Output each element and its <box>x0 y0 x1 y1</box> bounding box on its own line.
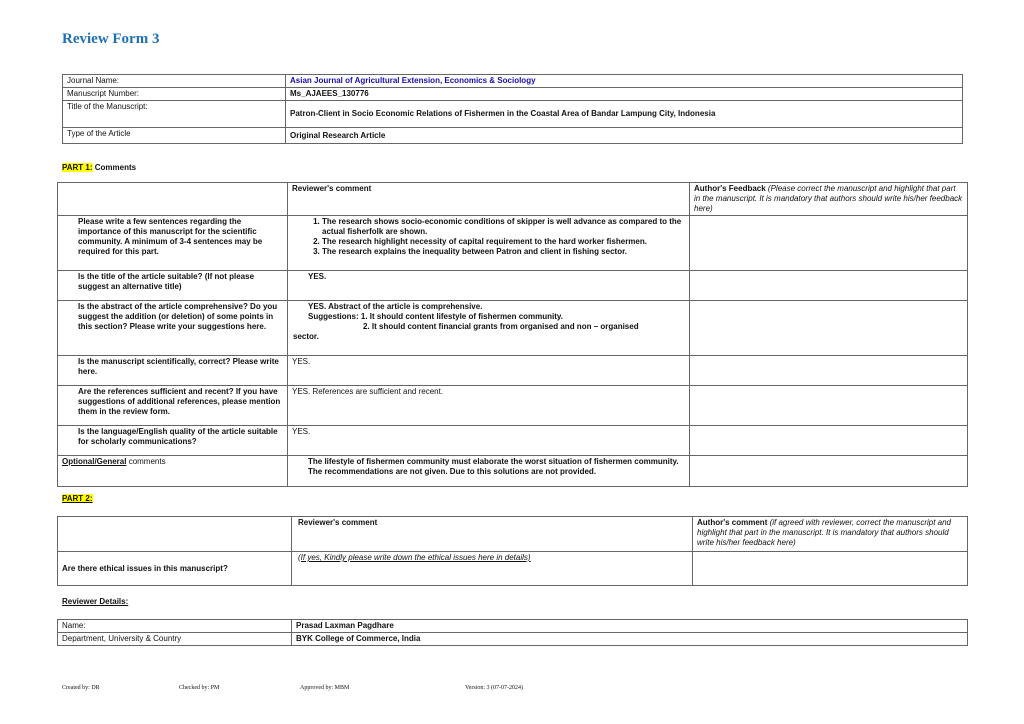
part1-table <box>57 182 968 487</box>
msno-label: Manuscript Number: <box>63 88 286 101</box>
title-value: Patron-Client in Socio Economic Relations of Fishermen in the Coastal Area of Bandar Lampung City, Indonesia <box>286 101 963 128</box>
reviewer-details-heading: Reviewer Details: <box>62 597 129 606</box>
part1-heading <box>62 163 136 172</box>
type-value: Original Research Article <box>286 128 963 144</box>
author-feedback-cell[interactable] <box>690 271 968 301</box>
part2-heading <box>62 494 93 503</box>
answer-line: Suggestions: 1. It should content lifestyle of fishermen community. <box>308 312 563 321</box>
answer: YES. <box>288 271 690 301</box>
footer-created: Created by: DR <box>62 685 100 691</box>
journal-label: Journal Name: <box>63 75 286 88</box>
author-comment-note: (if agreed with reviewer, correct the manuscript and highlight that part in the manuscript. It is mandatory that authors should write his/her feedback here) <box>697 518 951 547</box>
footer-approved: Approved by: MBM <box>300 685 350 691</box>
author-feedback-cell[interactable] <box>690 301 968 356</box>
reviewer-details-table <box>57 619 968 646</box>
optional-suffix: comments <box>126 457 166 466</box>
name-label: Name: <box>58 620 292 633</box>
answer: YES. References are sufficient and recent. <box>288 386 690 426</box>
footer-version: Version: 3 (07-07-2024) <box>465 685 523 691</box>
question: Are the references sufficient and recent? If you have suggestions of additional references, please mention them in the review form. <box>58 386 288 426</box>
ethical-question: Are there ethical issues in this manuscript? <box>58 552 292 586</box>
author-comment-header: Author's comment <box>697 518 768 527</box>
author-feedback-cell[interactable] <box>690 456 968 487</box>
dept-label: Department, University & Country <box>58 633 292 646</box>
ethical-hint: (If yes, Kindly please write down the ethical issues here in details) <box>298 553 531 562</box>
part1-suffix: Comments <box>92 163 137 172</box>
comment-list <box>292 217 685 257</box>
reviewer-comment-header: Reviewer's comment <box>292 517 693 552</box>
author-feedback-note: (Please correct the manuscript and highlight that part in the manuscript. It is mandatory that authors should write his/her feedback here) <box>694 184 963 213</box>
manuscript-info-table <box>62 74 963 144</box>
list-item: 2. The research highlight necessity of capital requirement to the hard worker fishermen. <box>322 237 685 247</box>
answer: YES. <box>288 356 690 386</box>
author-feedback-cell[interactable] <box>690 216 968 271</box>
question: Is the manuscript scientifically, correct? Please write here. <box>58 356 288 386</box>
msno-value: Ms_AJAEES_130776 <box>286 88 963 101</box>
author-feedback-cell[interactable] <box>690 356 968 386</box>
author-feedback-cell[interactable] <box>690 386 968 426</box>
question: Is the abstract of the article comprehensive? Do you suggest the addition (or deletion) of some points in this section? Please write your suggestions here. <box>58 301 288 356</box>
part1-label: PART 1: <box>62 163 93 172</box>
answer: YES. <box>288 426 690 456</box>
list-item: 3. The research explains the inequality between Patron and client in fishing sector. <box>322 247 685 257</box>
answer-line: YES. Abstract of the article is comprehensive. <box>308 302 483 311</box>
question: Please write a few sentences regarding the importance of this manuscript for the scientific community. A minimum of 3-4 sentences may be required for this part. <box>58 216 288 271</box>
author-feedback-cell[interactable] <box>690 426 968 456</box>
author-feedback-header: Author's Feedback <box>694 184 766 193</box>
answer-line: 2. It should content financial grants from organised and non – organised <box>363 322 639 331</box>
optional-comment: The lifestyle of fishermen community must elaborate the worst situation of fishermen community. The recommendations are not given. Due to this solutions are not provided. <box>288 456 690 487</box>
answer-line: sector. <box>293 332 319 341</box>
question: Is the title of the article suitable? (If not please suggest an alternative title) <box>58 271 288 301</box>
name-value: Prasad Laxman Pagdhare <box>292 620 968 633</box>
question: Is the language/English quality of the article suitable for scholarly communications? <box>58 426 288 456</box>
reviewer-comment-header: Reviewer's comment <box>288 183 690 216</box>
author-comment-cell[interactable] <box>693 552 968 586</box>
type-label: Type of the Article <box>63 128 286 144</box>
dept-value: BYK College of Commerce, India <box>292 633 968 646</box>
title-label: Title of the Manuscript: <box>63 101 286 128</box>
list-item: 1. The research shows socio-economic conditions of skipper is well advance as compared to the actual fisherfolk are shown. <box>322 217 685 237</box>
optional-label: Optional/General <box>62 457 127 466</box>
journal-link[interactable]: Asian Journal of Agricultural Extension, Economics & Sociology <box>290 76 536 85</box>
page-title: Review Form 3 <box>62 31 160 47</box>
part2-table <box>57 516 968 586</box>
footer-checked: Checked by: PM <box>179 685 220 691</box>
part2-label: PART 2: <box>62 494 93 503</box>
